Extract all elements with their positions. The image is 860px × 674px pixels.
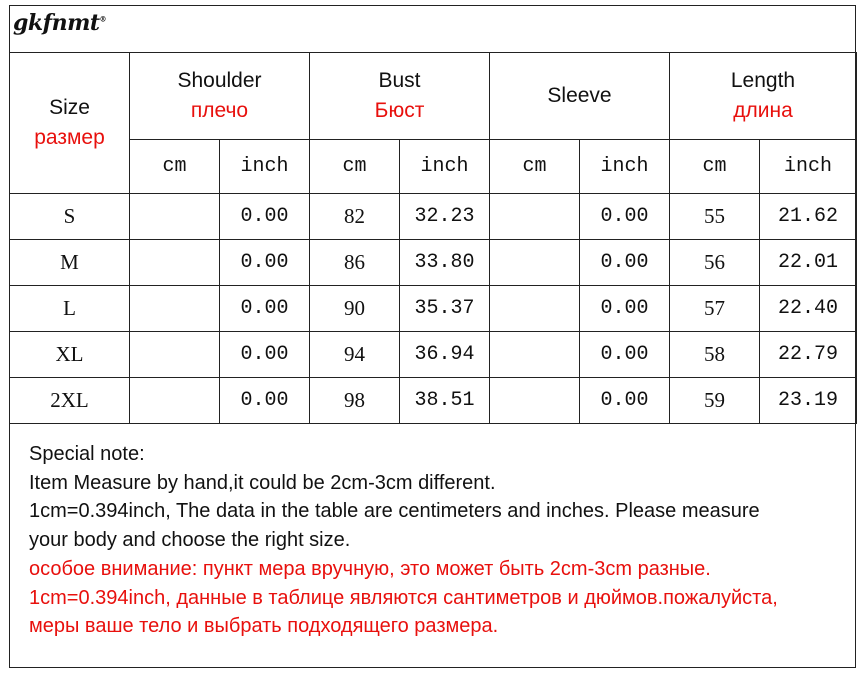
- bust-header-ru: Бюст: [374, 99, 425, 122]
- length-inch-cell: 23.19: [760, 378, 857, 424]
- length-inch-cell: 22.01: [760, 240, 857, 286]
- length-cm-cell: 56: [670, 240, 760, 286]
- table-row: [10, 332, 857, 378]
- length-cm-cell: 58: [670, 332, 760, 378]
- size-header: [10, 53, 130, 194]
- sleeve-cm-cell: [490, 240, 580, 286]
- bust-header: [310, 53, 490, 140]
- length-header-ru: длина: [733, 99, 793, 122]
- size-cell: XL: [10, 332, 130, 378]
- shoulder-cm-cell: [130, 378, 220, 424]
- note-ru-line: 1cm=0.394inch, данные в таблице являются сантиметров и дюймов.пожалуйста,: [29, 586, 778, 609]
- size-cell: L: [10, 286, 130, 332]
- sleeve-header: [490, 53, 670, 140]
- bust-inch-cell: 35.37: [400, 286, 490, 332]
- bust-inch-cell: 33.80: [400, 240, 490, 286]
- length-inch-cell: 21.62: [760, 194, 857, 240]
- length-header-en: Length: [730, 69, 796, 92]
- size-cell: S: [10, 194, 130, 240]
- bust-cm-cell: 82: [310, 194, 400, 240]
- shoulder-inch-cell: 0.00: [220, 332, 310, 378]
- bust-inch-cell: 32.23: [400, 194, 490, 240]
- bust-inch-cell: 36.94: [400, 332, 490, 378]
- brand-logo: [13, 10, 106, 36]
- shoulder-cm-unit: cm: [130, 140, 220, 194]
- shoulder-inch-cell: 0.00: [220, 194, 310, 240]
- sleeve-inch-cell: 0.00: [580, 194, 670, 240]
- note-ru-line: меры ваше тело и выбрать подходящего размера.: [29, 615, 499, 638]
- shoulder-cm-cell: [130, 240, 220, 286]
- size-cell: 2XL: [10, 378, 130, 424]
- table-row: [10, 378, 857, 424]
- brand-logo-text: gkfnmt: [13, 10, 100, 36]
- note-line: your body and choose the right size.: [29, 529, 351, 552]
- shoulder-cm-cell: [130, 332, 220, 378]
- shoulder-cm-cell: [130, 286, 220, 332]
- table-row: [10, 286, 857, 332]
- size-table: [9, 52, 857, 424]
- shoulder-inch-cell: 0.00: [220, 378, 310, 424]
- sleeve-inch-cell: 0.00: [580, 378, 670, 424]
- shoulder-inch-cell: 0.00: [220, 240, 310, 286]
- sleeve-inch-cell: 0.00: [580, 332, 670, 378]
- size-header-en: Size: [49, 96, 90, 119]
- length-cm-cell: 55: [670, 194, 760, 240]
- length-cm-cell: 57: [670, 286, 760, 332]
- length-inch-unit: inch: [760, 140, 857, 194]
- sleeve-cm-cell: [490, 332, 580, 378]
- sleeve-inch-unit: inch: [580, 140, 670, 194]
- sleeve-header-en: Sleeve: [547, 84, 612, 107]
- note-title: Special note:: [29, 443, 145, 465]
- bust-cm-cell: 90: [310, 286, 400, 332]
- shoulder-inch-cell: 0.00: [220, 286, 310, 332]
- shoulder-cm-cell: [130, 194, 220, 240]
- note-line: Item Measure by hand,it could be 2cm-3cm different.: [29, 471, 496, 494]
- sleeve-inch-cell: 0.00: [580, 240, 670, 286]
- shoulder-header: [130, 53, 310, 140]
- sleeve-inch-cell: 0.00: [580, 286, 670, 332]
- size-header-ru: размер: [34, 126, 105, 149]
- bust-cm-cell: 94: [310, 332, 400, 378]
- shoulder-inch-unit: inch: [220, 140, 310, 194]
- group-header-row: [10, 53, 857, 140]
- bust-cm-cell: 86: [310, 240, 400, 286]
- special-note: [29, 440, 859, 641]
- unit-header-row: [10, 140, 857, 194]
- length-cm-cell: 59: [670, 378, 760, 424]
- sleeve-cm-cell: [490, 286, 580, 332]
- length-cm-unit: cm: [670, 140, 760, 194]
- bust-cm-cell: 98: [310, 378, 400, 424]
- table-row: [10, 240, 857, 286]
- note-line: 1cm=0.394inch, The data in the table are centimeters and inches. Please measure: [29, 500, 760, 523]
- sleeve-cm-cell: [490, 194, 580, 240]
- trademark-symbol: ®: [99, 14, 107, 24]
- size-cell: M: [10, 240, 130, 286]
- length-inch-cell: 22.40: [760, 286, 857, 332]
- sleeve-cm-unit: cm: [490, 140, 580, 194]
- bust-header-en: Bust: [378, 69, 421, 92]
- length-header: [670, 53, 857, 140]
- sleeve-cm-cell: [490, 378, 580, 424]
- shoulder-header-ru: плечо: [190, 99, 249, 122]
- note-ru-line: особое внимание: пункт мера вручную, это может быть 2cm-3cm разные.: [29, 557, 711, 580]
- table-row: [10, 194, 857, 240]
- length-inch-cell: 22.79: [760, 332, 857, 378]
- shoulder-header-en: Shoulder: [177, 69, 262, 92]
- bust-cm-unit: cm: [310, 140, 400, 194]
- bust-inch-unit: inch: [400, 140, 490, 194]
- bust-inch-cell: 38.51: [400, 378, 490, 424]
